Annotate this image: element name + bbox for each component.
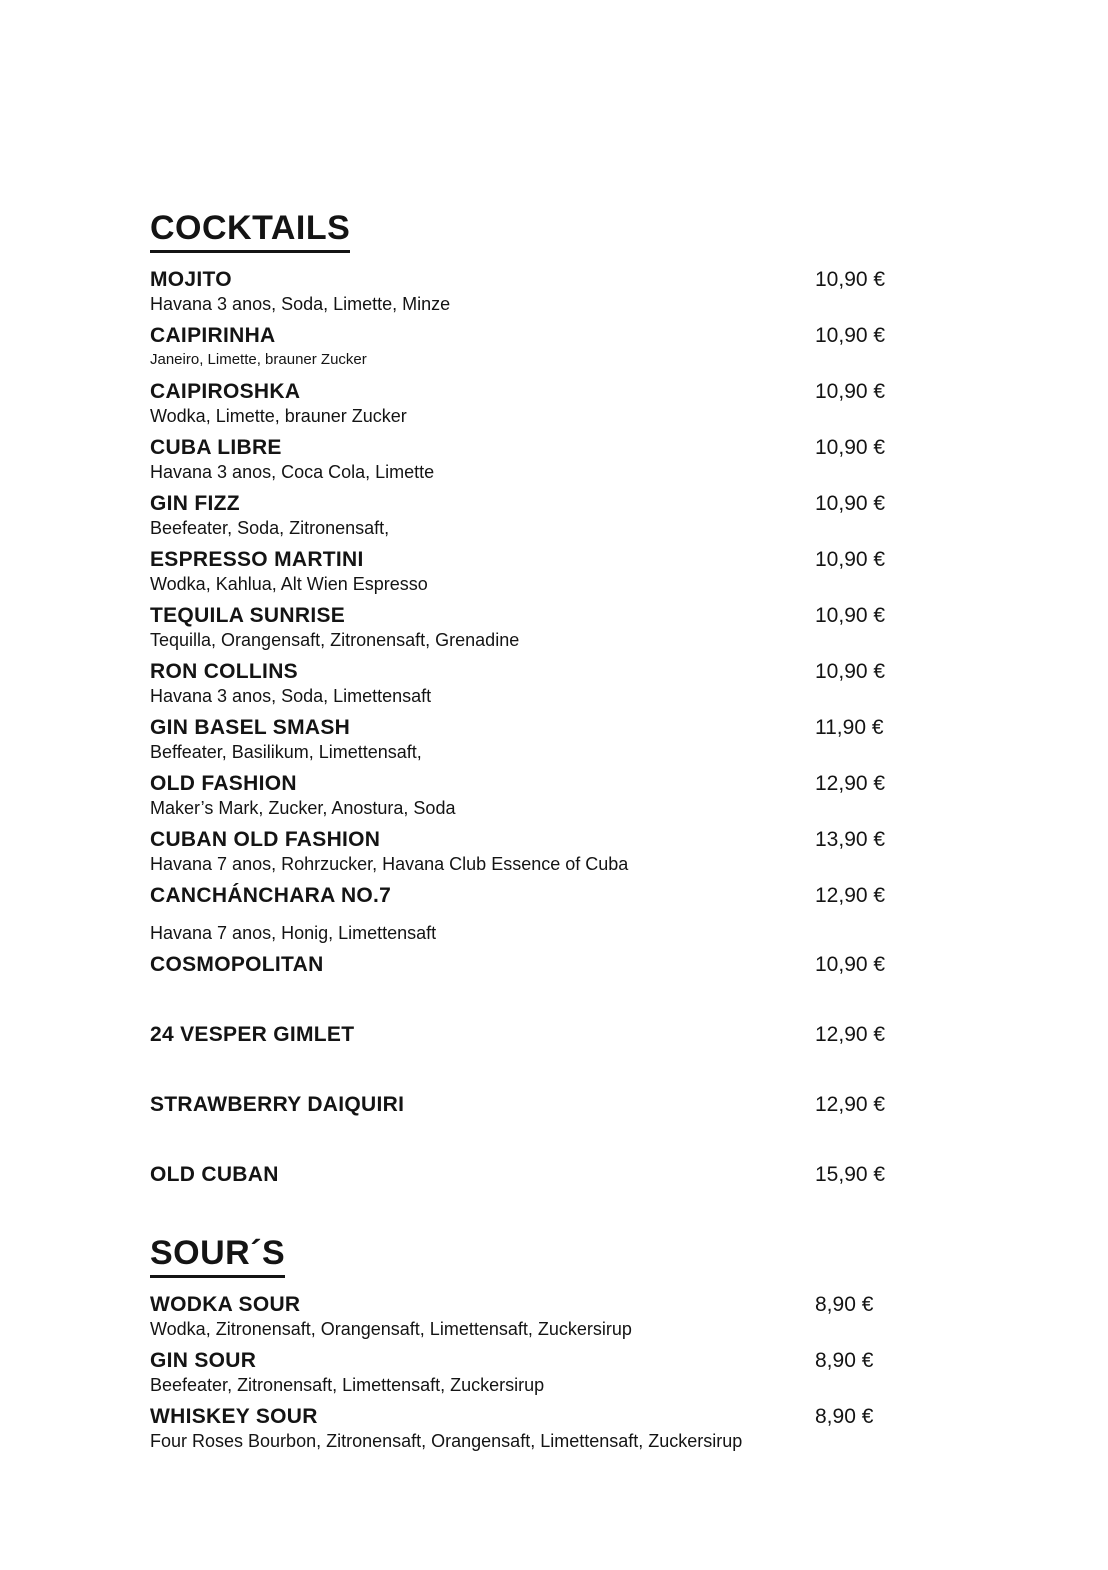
menu-item-wodka-sour <box>150 1292 1068 1340</box>
menu-item-canchanchara <box>150 883 1068 944</box>
item-name: CAIPIROSHKA <box>150 380 301 403</box>
item-name: CANCHÁNCHARA NO.7 <box>150 884 392 907</box>
menu-item-24-vesper-gimlet <box>150 1022 1068 1048</box>
item-name: CUBA LIBRE <box>150 436 282 459</box>
item-price: 10,90 € <box>815 604 886 627</box>
item-price: 15,90 € <box>815 1163 886 1186</box>
item-name: RON COLLINS <box>150 660 298 683</box>
menu-item-caipiroshka <box>150 379 1068 427</box>
menu-item-gin-sour <box>150 1348 1068 1396</box>
item-description: Havana 7 anos, Rohrzucker, Havana Club Essence of Cuba <box>150 854 629 874</box>
menu-item-espresso-martini <box>150 547 1068 595</box>
item-description: Havana 3 anos, Coca Cola, Limette <box>150 462 435 482</box>
item-name: 24 VESPER GIMLET <box>150 1023 355 1046</box>
item-description: Janeiro, Limette, brauner Zucker <box>150 351 367 368</box>
item-description: Wodka, Kahlua, Alt Wien Espresso <box>150 574 428 594</box>
item-price: 12,90 € <box>815 1023 886 1046</box>
item-name: OLD FASHION <box>150 772 297 795</box>
menu-item-caipirinha <box>150 323 1068 371</box>
menu-item-old-cuban <box>150 1162 1068 1188</box>
item-name: ESPRESSO MARTINI <box>150 548 364 571</box>
item-price: 12,90 € <box>815 1093 886 1116</box>
section-title-cocktails: COCKTAILS <box>150 208 350 253</box>
item-name: WODKA SOUR <box>150 1293 301 1316</box>
menu-item-gin-fizz <box>150 491 1068 539</box>
item-price: 10,90 € <box>815 548 886 571</box>
item-description: Beefeater, Soda, Zitronensaft, <box>150 518 390 538</box>
menu-section-sours <box>150 1233 1068 1452</box>
item-price: 10,90 € <box>815 492 886 515</box>
item-price: 10,90 € <box>815 953 886 976</box>
menu-item-ron-collins <box>150 659 1068 707</box>
item-price: 10,90 € <box>815 380 886 403</box>
section-title-sours: SOUR´S <box>150 1233 285 1278</box>
menu-item-cuba-libre <box>150 435 1068 483</box>
item-price: 10,90 € <box>815 660 886 683</box>
item-description: Beffeater, Basilikum, Limettensaft, <box>150 742 422 762</box>
item-description: Havana 7 anos, Honig, Limettensaft <box>150 923 437 943</box>
item-description: Four Roses Bourbon, Zitronensaft, Orangensaft, Limettensaft, Zuckersirup <box>150 1431 743 1451</box>
item-description: Havana 3 anos, Soda, Limette, Minze <box>150 294 451 314</box>
item-price: 13,90 € <box>815 828 886 851</box>
item-description: Havana 3 anos, Soda, Limettensaft <box>150 686 432 706</box>
item-price: 8,90 € <box>815 1405 874 1428</box>
menu-item-whiskey-sour <box>150 1404 1068 1452</box>
item-name: WHISKEY SOUR <box>150 1405 318 1428</box>
item-price: 12,90 € <box>815 884 886 907</box>
item-name: GIN SOUR <box>150 1349 257 1372</box>
item-price: 11,90 € <box>815 716 884 739</box>
item-description: Maker’s Mark, Zucker, Anostura, Soda <box>150 798 456 818</box>
item-name: GIN FIZZ <box>150 492 240 515</box>
item-price: 10,90 € <box>815 268 886 291</box>
menu-item-tequila-sunrise <box>150 603 1068 651</box>
item-name: STRAWBERRY DAIQUIRI <box>150 1093 405 1116</box>
item-description: Beefeater, Zitronensaft, Limettensaft, Zuckersirup <box>150 1375 545 1395</box>
item-description: Wodka, Zitronensaft, Orangensaft, Limettensaft, Zuckersirup <box>150 1319 632 1339</box>
item-name: OLD CUBAN <box>150 1163 279 1186</box>
item-price: 10,90 € <box>815 324 886 347</box>
item-description: Tequilla, Orangensaft, Zitronensaft, Grenadine <box>150 630 520 650</box>
item-description: Wodka, Limette, brauner Zucker <box>150 406 407 426</box>
menu-item-cuban-old-fashion <box>150 827 1068 875</box>
menu-item-mojito <box>150 267 1068 315</box>
item-name: TEQUILA SUNRISE <box>150 604 346 627</box>
item-name: COSMOPOLITAN <box>150 953 324 976</box>
menu-item-cosmopolitan <box>150 952 1068 978</box>
menu-section-cocktails <box>150 208 1068 1188</box>
menu-item-old-fashion <box>150 771 1068 819</box>
item-price: 8,90 € <box>815 1349 874 1372</box>
menu-item-gin-basel-smash <box>150 715 1068 763</box>
item-name: GIN BASEL SMASH <box>150 716 351 739</box>
item-name: CAIPIRINHA <box>150 324 276 347</box>
item-name: MOJITO <box>150 268 232 291</box>
item-name: CUBAN OLD FASHION <box>150 828 381 851</box>
item-price: 10,90 € <box>815 436 886 459</box>
menu-item-strawberry-daiquiri <box>150 1092 1068 1118</box>
item-price: 8,90 € <box>815 1293 874 1316</box>
item-price: 12,90 € <box>815 772 886 795</box>
